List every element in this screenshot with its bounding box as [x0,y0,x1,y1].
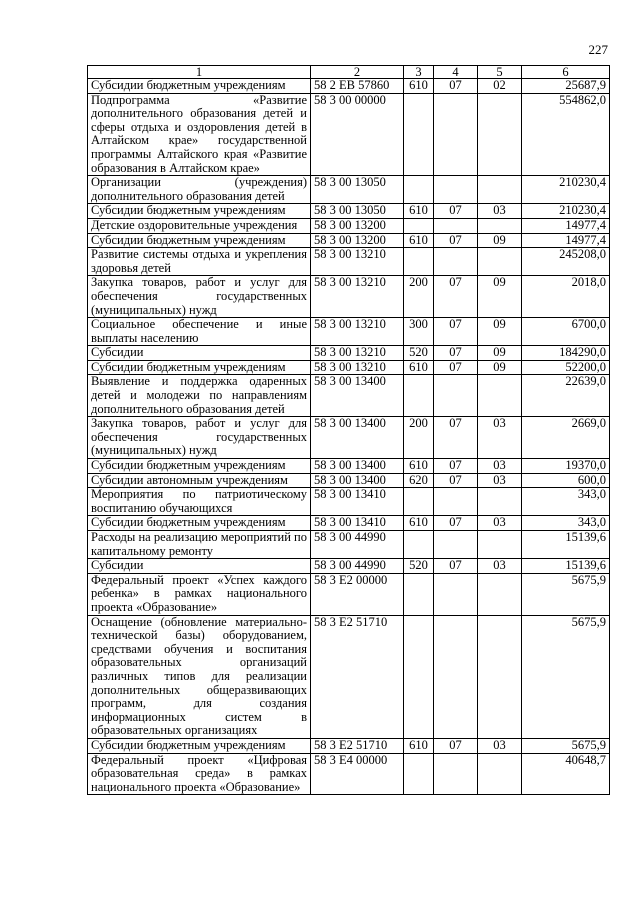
row-pr [478,573,522,615]
row-code: 58 3 00 13410 [311,516,404,531]
header-col-6: 6 [522,66,610,79]
table-row [88,318,610,346]
row-vr: 610 [404,459,434,474]
row-name: Развитие системы отдыха и укрепления здоровья детей [88,248,311,276]
table-row [88,276,610,318]
row-name: Субсидии автономным учреждениям [88,473,311,488]
row-vr: 610 [404,360,434,375]
row-pr: 09 [478,318,522,346]
row-sum: 22639,0 [522,375,610,417]
row-rz [434,218,478,233]
row-rz: 07 [434,738,478,753]
row-rz: 07 [434,276,478,318]
row-code: 58 3 00 13400 [311,473,404,488]
table-row [88,615,610,738]
row-sum: 5675,9 [522,573,610,615]
table-row [88,375,610,417]
row-code: 58 3 E2 00000 [311,573,404,615]
row-code: 58 3 E4 00000 [311,753,404,795]
row-name: Федеральный проект «Цифровая образовательная среда» в рамках национального проекта «Образование» [88,753,311,795]
row-pr [478,753,522,795]
row-sum: 19370,0 [522,459,610,474]
row-rz [434,573,478,615]
row-sum: 343,0 [522,516,610,531]
table-row [88,93,610,176]
row-vr: 520 [404,346,434,361]
header-col-2: 2 [311,66,404,79]
row-name: Социальное обеспечение и иные выплаты населению [88,318,311,346]
table-row [88,559,610,574]
row-code: 58 3 00 13400 [311,417,404,459]
row-pr: 03 [478,516,522,531]
row-code: 58 3 00 13210 [311,346,404,361]
row-vr [404,176,434,204]
table-header-row [88,66,610,79]
row-vr [404,248,434,276]
row-rz [434,248,478,276]
table-row [88,218,610,233]
row-pr [478,248,522,276]
row-rz [434,753,478,795]
row-rz: 07 [434,79,478,94]
row-vr [404,93,434,176]
row-vr: 610 [404,79,434,94]
row-name: Субсидии бюджетным учреждениям [88,738,311,753]
row-rz: 07 [434,360,478,375]
row-sum: 52200,0 [522,360,610,375]
row-sum: 2669,0 [522,417,610,459]
row-sum: 210230,4 [522,204,610,219]
row-name: Субсидии бюджетным учреждениям [88,459,311,474]
table-row [88,738,610,753]
row-pr: 02 [478,79,522,94]
row-pr: 09 [478,276,522,318]
table-row [88,417,610,459]
row-vr: 200 [404,276,434,318]
row-name: Закупка товаров, работ и услуг для обеспечения государственных (муниципальных) нужд [88,417,311,459]
table-row [88,459,610,474]
table-row [88,488,610,516]
row-rz [434,375,478,417]
row-vr: 620 [404,473,434,488]
row-sum: 15139,6 [522,531,610,559]
row-name: Оснащение (обновление материально-технической базы) оборудованием, средствами обучения и воспитания образовательных организаций различных типов для реализации дополнительных общеразвивающих программ, для создания информационных систем в образовательных организациях [88,615,311,738]
row-pr [478,531,522,559]
row-pr [478,218,522,233]
row-rz [434,615,478,738]
row-vr: 610 [404,233,434,248]
row-code: 58 3 00 13400 [311,375,404,417]
row-sum: 184290,0 [522,346,610,361]
table-row [88,233,610,248]
row-vr: 610 [404,738,434,753]
row-vr [404,488,434,516]
row-code: 58 3 00 13200 [311,218,404,233]
row-vr: 200 [404,417,434,459]
row-name: Подпрограмма «Развитие дополнительного образования детей и сферы отдыха и оздоровления детей в Алтайском крае» государственной программы Алтайского края «Развитие образования в Алтайском крае» [88,93,311,176]
row-name: Детские оздоровительные учреждения [88,218,311,233]
row-name: Субсидии бюджетным учреждениям [88,233,311,248]
row-code: 58 3 00 13210 [311,248,404,276]
table-row [88,531,610,559]
row-vr [404,531,434,559]
row-pr: 03 [478,459,522,474]
row-pr: 03 [478,473,522,488]
row-vr [404,218,434,233]
row-code: 58 3 00 13200 [311,233,404,248]
row-code: 58 3 00 13210 [311,276,404,318]
row-name: Организации (учреждения) дополнительного образования детей [88,176,311,204]
row-sum: 6700,0 [522,318,610,346]
row-vr [404,615,434,738]
table-row [88,573,610,615]
row-rz [434,531,478,559]
row-code: 58 3 00 44990 [311,531,404,559]
table-row [88,204,610,219]
row-code: 58 2 EB 57860 [311,79,404,94]
row-name: Субсидии бюджетным учреждениям [88,204,311,219]
row-code: 58 3 00 13050 [311,176,404,204]
table-row [88,753,610,795]
table-row [88,360,610,375]
table-row [88,248,610,276]
row-code: 58 3 00 13210 [311,360,404,375]
row-sum: 2018,0 [522,276,610,318]
row-vr [404,753,434,795]
row-code: 58 3 00 00000 [311,93,404,176]
row-code: 58 3 00 13210 [311,318,404,346]
row-sum: 554862,0 [522,93,610,176]
row-name: Расходы на реализацию мероприятий по капитальному ремонту [88,531,311,559]
row-name: Субсидии бюджетным учреждениям [88,516,311,531]
row-rz [434,176,478,204]
header-col-5: 5 [478,66,522,79]
row-pr: 03 [478,204,522,219]
row-code: 58 3 00 44990 [311,559,404,574]
table-row [88,79,610,94]
row-rz [434,93,478,176]
table-row [88,176,610,204]
row-pr: 03 [478,738,522,753]
row-code: 58 3 E2 51710 [311,738,404,753]
row-pr: 09 [478,360,522,375]
header-col-1: 1 [88,66,311,79]
row-name: Субсидии бюджетным учреждениям [88,79,311,94]
row-pr [478,488,522,516]
row-sum: 600,0 [522,473,610,488]
row-sum: 5675,9 [522,738,610,753]
row-rz: 07 [434,233,478,248]
row-code: 58 3 00 13050 [311,204,404,219]
row-pr: 03 [478,559,522,574]
table-row [88,473,610,488]
row-name: Выявление и поддержка одаренных детей и молодежи по направлениям дополнительного образования детей [88,375,311,417]
page-number: 227 [588,42,608,57]
row-name: Закупка товаров, работ и услуг для обеспечения государственных (муниципальных) нужд [88,276,311,318]
row-rz: 07 [434,516,478,531]
row-sum: 14977,4 [522,233,610,248]
row-rz: 07 [434,459,478,474]
row-code: 58 3 00 13410 [311,488,404,516]
row-vr [404,375,434,417]
row-vr: 610 [404,516,434,531]
header-col-3: 3 [404,66,434,79]
row-name: Субсидии [88,346,311,361]
budget-table [87,65,610,795]
row-pr [478,93,522,176]
row-sum: 40648,7 [522,753,610,795]
row-name: Федеральный проект «Успех каждого ребенка» в рамках национального проекта «Образование» [88,573,311,615]
row-vr: 520 [404,559,434,574]
row-sum: 5675,9 [522,615,610,738]
row-code: 58 3 E2 51710 [311,615,404,738]
row-sum: 15139,6 [522,559,610,574]
table-row [88,516,610,531]
row-rz: 07 [434,204,478,219]
row-sum: 14977,4 [522,218,610,233]
row-rz: 07 [434,559,478,574]
row-name: Субсидии бюджетным учреждениям [88,360,311,375]
row-sum: 210230,4 [522,176,610,204]
row-pr [478,615,522,738]
row-pr: 09 [478,233,522,248]
header-col-4: 4 [434,66,478,79]
row-sum: 245208,0 [522,248,610,276]
row-sum: 25687,9 [522,79,610,94]
row-pr [478,375,522,417]
row-rz: 07 [434,417,478,459]
row-name: Субсидии [88,559,311,574]
row-name: Мероприятия по патриотическому воспитанию обучающихся [88,488,311,516]
row-pr: 09 [478,346,522,361]
row-vr: 610 [404,204,434,219]
table-row [88,346,610,361]
row-pr [478,176,522,204]
row-rz: 07 [434,318,478,346]
row-rz [434,488,478,516]
row-pr: 03 [478,417,522,459]
row-rz: 07 [434,346,478,361]
row-rz: 07 [434,473,478,488]
row-vr: 300 [404,318,434,346]
row-vr [404,573,434,615]
row-code: 58 3 00 13400 [311,459,404,474]
row-sum: 343,0 [522,488,610,516]
